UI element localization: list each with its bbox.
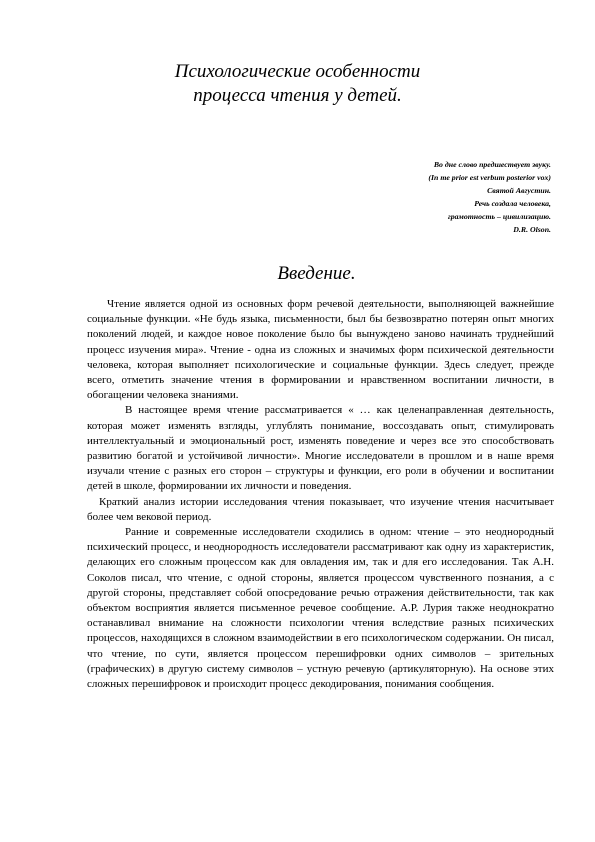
epigraph [301,158,551,237]
epigraph-line: Во дне слово предшествует звуку. [433,160,551,169]
paragraph: Краткий анализ истории исследования чтения показывает, что изучение чтения насчитывает более чем вековой период. [87,495,554,523]
paragraph: В настоящее время чтение рассматривается « … как целенаправленная деятельность, которая может изменять взгляды, углублять понимание, воссоздавать опыт, стимулировать интеллектуальный и эмоциональный рост, изменять поведение и через все это способствовать развитию богатой и устойчивой личности». Многие исследователи в прошлом и в наше время изучали чтение с разных его сторон – структуры и функции, его роли в обучении и воспитании детей в школе, формировании их личности и поведения. [87,404,554,493]
title-line-2: процесса чтения у детей. [193,85,402,106]
document-title [0,60,595,108]
paragraph: Ранние и современные исследователи сходились в одном: чтение – это неоднородный психический процесс, и неоднородность исследователи рассматривают как одну из характеристик, делающих его сложным процессом как для овладения им, так и для его исследования. Так А.Н. Соколов писал, что чтение, с одной стороны, является процессом чувственного познания, а с другой стороны, представляет собой опосредование речью отражения действительности, так как объектом восприятия является письменное речевое сообщение. А.Р. Лурия также неоднократно останавливал внимание на сложности психологии чтения вследствие разных психических процессов, находящихся в сложном взаимодействии в его психологическом содержании. Он писал, что чтение, по сути, является процессом перешифровки одних символов – зрительных (графических) в другую систему символов – устную речевую (артикуляторную). На основе этих сложных перешифровок и происходит процесс декодирования, понимания сообщения. [87,526,554,691]
body-text [87,297,554,692]
epigraph-line: (In me prior est verbum posterior vox) [428,173,551,183]
epigraph-line: грамотность – цивилизацию. [447,212,551,222]
epigraph-author: Святой Августин. [487,186,551,196]
title-line-1: Психологические особенности [174,61,421,82]
paragraph: Чтение является одной из основных форм речевой деятельности, выполняющей важнейшие социальные функции. «Не будь языка, письменности, был бы безвозвратно потерян опыт многих поколений людей, и каждое новое поколение было бы вынуждено заново начинать труднейший процесс изучения мира». Чтение - одна из сложных и значимых форм психической деятельности человека, которая выполняет психологические и социальные функции. Здесь следует, прежде всего, отметить значение чтения в формировании и нравственном воспитании личности, в обогащении человека знаниями. [87,298,554,402]
epigraph-line: Речь создала человека, [474,199,551,209]
section-heading: Введение. [277,263,356,284]
epigraph-author: D.R. Olson. [513,225,551,235]
